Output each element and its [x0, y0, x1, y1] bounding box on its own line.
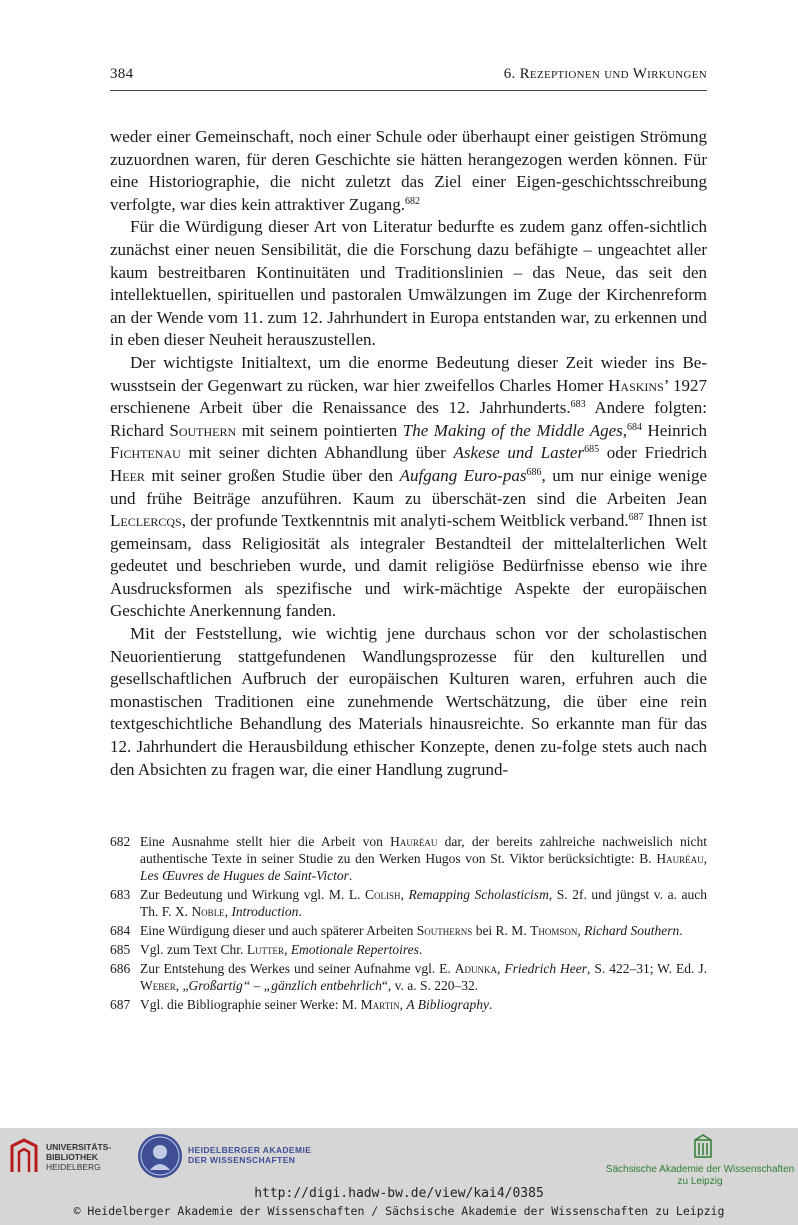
footnote-683: 683 Zur Bedeutung und Wirkung vgl. M. L. Colish, Remapping Scholasticism, S. 2f. und jüngst v. a. auch Th. F. X. Noble, Introduction.	[110, 887, 708, 919]
header-rule	[110, 90, 707, 91]
running-header	[110, 66, 707, 86]
footnote-682: 682 Eine Ausnahme stellt hier die Arbeit von Hauréau dar, der bereits zahlreiche nachweislich nicht authentische Texte in seiner Studie zu den Werken Hugos von St. Viktor berücksichtigte: B. Hauréau, Les Œuvres de Hugues de Saint-Victor.	[110, 834, 707, 883]
paragraph-1: weder einer Gemeinschaft, noch einer Schule oder überhaupt einer geistigen Strömung zuzuordnen waren, für deren Geschichte sie hätten herangezogen werden können. Für eine Historiographie, die nicht zuletzt das Ziel einer Eigen-geschichtsschreibung verfolgte, war dies kein attraktiver Zugang.$^{682}$	[110, 127, 707, 214]
footnote-ref-684[interactable]: 684	[627, 421, 642, 433]
running-title: 6. Rezeptionen und Wirkungen	[503, 66, 707, 82]
paragraph-2: Für die Würdigung dieser Art von Literatur bedurfte es zudem ganz offen-sichtlich zunächst einer neuen Sensibilität, die die Forschung dazu befähigte – ungeachtet aller kaum bestreitbaren Kontinuitäten und Traditionslinien – das Neue, das seit den intellektuellen, spirituellen und pastoralen Umwälzungen im Zuge der Kirchenreform an der Wende vom 11. zum 12. Jahrhundert in Europa entstanden war, zu erkennen und in eben dieser Neuheit herauszustellen.	[110, 217, 707, 350]
footnote-686: 686 Zur Entstehung des Werkes und seiner Aufnahme vgl. E. Adunka, Friedrich Heer, S. 422–31; W. Ed. J. Weber, „Großartig“ – „gänzlich entbehrlich“, v. a. S. 220–32.	[110, 961, 707, 993]
paragraph-4: Mit der Feststellung, wie wichtig jene durchaus schon vor der scholastischen Neuorientierung stattgefundenen Wandlungsprozesse für den kulturellen und gesellschaftlichen Aufbruch der europäischen Kulturen waren, erfuhren auch die monastischen Traditionen eine zunehmende Wertschätzung, die über eine rein textgeschichtliche Behandlung des Materials hinausreichte. So erkannte man für das 12. Jahrhundert die Herausbildung ethischer Konzepte, denen zu-folge stets auch nach den Absichten zu fragen war, die einer Handlung zugrund-	[110, 624, 707, 779]
footnote-ref-685[interactable]: 685	[584, 444, 600, 456]
footnote-ref-687[interactable]: 687	[628, 512, 644, 524]
footnote-684: 684 Eine Würdigung dieser und auch späterer Arbeiten Southerns bei R. M. Thomson, Richard Southern.	[110, 923, 683, 938]
academy-seal-icon[interactable]	[138, 1134, 182, 1178]
university-library-name: UNIVERSITÄTS- BIBLIOTHEK HEIDELBERG	[46, 1142, 112, 1172]
digitization-footer	[0, 1128, 798, 1225]
university-library-logo-icon[interactable]	[10, 1138, 38, 1174]
paragraph-3: Der wichtigste Initialtext, um die enorme Bedeutung dieser Zeit wieder ins Be-wusstsein der Gegenwart zu rücken, war hier zweifellos Charles Homer Haskins’ 1927 erschienene Arbeit über die Renaissance des 12. Jahrhunderts.$^{683}$ Andere folgten: Richard Southern mit seinem pointierten The Making of the Middle Ages,$^{684}$ Heinrich Fichtenau mit seiner dichten Abhandlung über Askese und Laster$^{685}$ oder Friedrich Heer mit seiner großen Studie über den Aufgang Euro-pas$^{686}$, um nur einige wenige und frühe Beiträge anzuführen. Kaum zu überschät-zen sind die Arbeiten Jean Leclercqs, der profunde Textkenntnis mit analyti-schem Weitblick verband.$^{687}$ Ihnen ist gemeinsam, dass Religiosität als integraler Bestandteil der mittelalterlichen Welt gedeutet und beschrieben wurde, und damit religiöse Bedürfnisse ebenso wie ihre Ausdrucksformen als spezifische und wirk-mächtige Aspekte der europäischen Geschichte Anerkennung fanden.	[110, 352, 708, 621]
permalink-url[interactable]: http://digi.hadw-bw.de/view/kai4/0385	[254, 1186, 544, 1201]
footnote-685: 685 Vgl. zum Text Chr. Lutter, Emotionale Repertoires.	[110, 942, 423, 957]
saxon-academy-name: Sächsische Akademie der Wissenschaften zu Leipzig	[605, 1164, 795, 1187]
footnotes	[110, 833, 707, 1015]
heidelberg-academy-name: HEIDELBERGER AKADEMIE DER WISSENSCHAFTEN	[188, 1145, 312, 1165]
copyright-notice: © Heidelberger Akademie der Wissenschaften / Sächsische Akademie der Wissenschaften zu Leipzig	[73, 1204, 725, 1218]
page-number: 384	[110, 66, 134, 82]
footnote-ref-683[interactable]: 683	[570, 399, 586, 411]
saxon-academy-building-icon[interactable]	[694, 1134, 712, 1158]
footnote-687: 687 Vgl. die Bibliographie seiner Werke: M. Martin, A Bibliography.	[110, 997, 493, 1012]
footnote-ref-686[interactable]: 686	[526, 466, 542, 478]
footnote-ref-682[interactable]: 682	[405, 195, 421, 207]
main-text	[110, 126, 707, 781]
